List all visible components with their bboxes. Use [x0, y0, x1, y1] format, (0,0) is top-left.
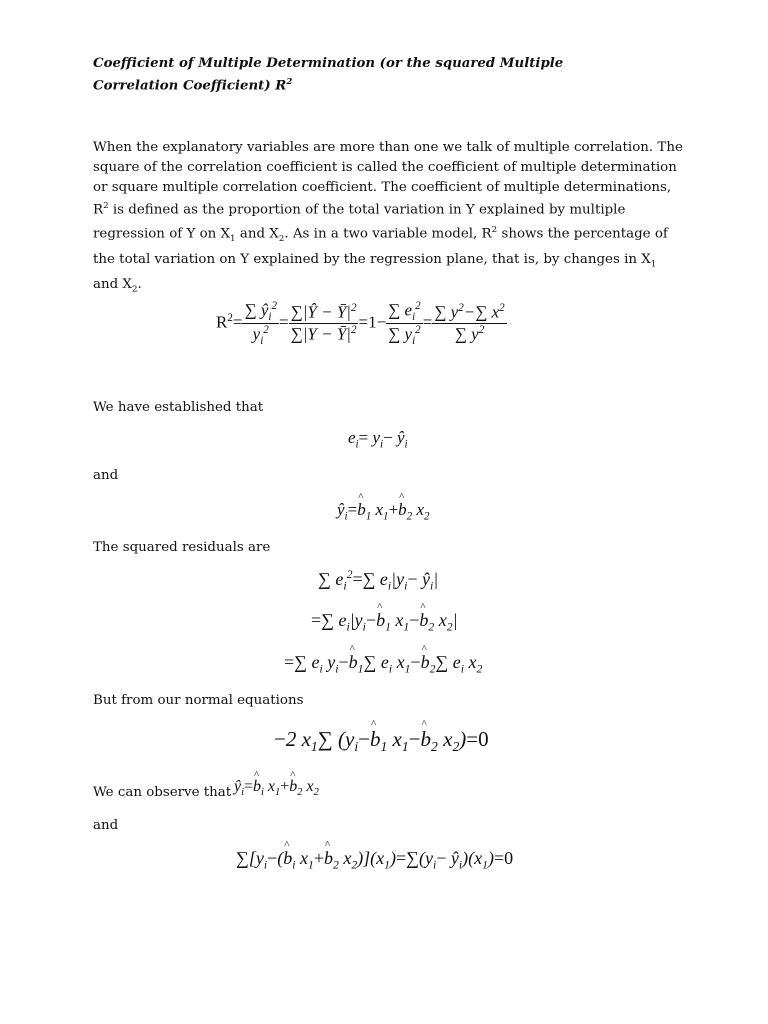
normal-equation: −2 $x_1\sum$ ($y_i-\^{}$ $b_1$ $x_1-\^{}$ $b_2$ $x_2)=0$	[274, 727, 489, 755]
squared-residuals-line-3: =∑ $e_i$ $y_i-\^{}$ $b_1\sum$ $e_i$ $x_1-\^{}$ $b_2\sum$ $e_i$ $x_2$	[284, 652, 482, 676]
squared-residuals-label: The squared residuals are	[93, 540, 271, 555]
observe-label: We can observe that	[93, 785, 232, 800]
r-squared-definition-equation: $R^2=$ $\frac{\sum ŷ_i^2}{y_i^2}$ = $\frac{\sum|Ŷ - Ȳ|^2}{\sum|Y - Ȳ|^2}$ =1− $\frac{\sum e_i^2}{\sum y_i^2}$ = $\frac{\sum y^2-\sum x^2}{\sum y^2}$	[216, 300, 505, 348]
squared-residuals-line-1: ∑ $e_i^2=\sum$ $e_i|y_i-$ $ŷ_i|$	[318, 568, 439, 593]
and-label-2: and	[93, 818, 119, 833]
intro-paragraph: When the explanatory variables are more than one we talk of multiple correlation. The square of the correlation coefficient is called the coefficient of multiple determination or square multiple correlation coefficient. The coefficient of multiple determinations, $R^2$ is defined as the proportion of the total variation in Y explained by multiple regression of Y on $X_1$ and $X_2$. As in a two variable model, $R^2$ shows the percentage of the total variation on Y explained by the regression plane, that is, by changes in $X_1$ and $X_2$.	[93, 140, 683, 295]
established-label: We have established that	[93, 400, 264, 415]
residual-equation: $e_i= y_i-$ $ŷ_i$	[348, 428, 408, 451]
fitted-value-equation: $ŷ_i=\^{}$ $b_1$ $x_1+\^{}$ $b_2$ $x_2$	[337, 500, 430, 522]
and-label-1: and	[93, 468, 119, 483]
squared-residuals-line-2: =∑ $e_i|y_i-\^{}$ $b_1$ $x_1-\^{}$ $b_2$ $x_2|$	[311, 610, 458, 634]
final-equation: $\sum[y_i-(\^{}$ $b_i$ $x_1+\^{}$ $b_2$ $x_2)](x_1)=\sum(y_i-$ $ŷ_i)(x_1)=0$	[236, 848, 513, 872]
observe-equation: $ŷ_i=\^{}$ $b_i$ $x_1+\^{}$ $b_2$ $x_2$	[234, 778, 319, 798]
section-heading: Coefficient of Multiple Determination (or the squared Multiple Correlation Coefficient) $R^2$	[93, 56, 564, 94]
normal-equations-label: But from our normal equations	[93, 693, 304, 708]
